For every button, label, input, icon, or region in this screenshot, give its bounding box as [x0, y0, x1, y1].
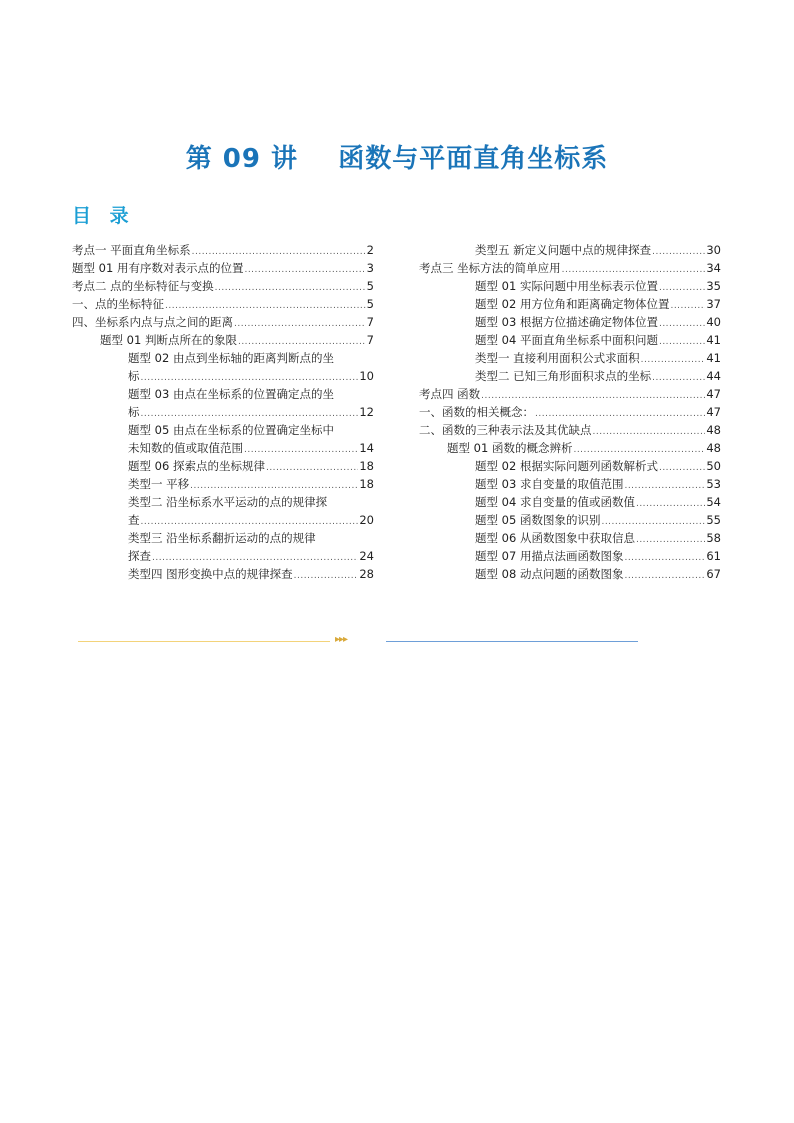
toc-entry-label: 题型 03 由点在坐标系的位置确定点的坐: [128, 387, 334, 401]
toc-entry-label-continued: 探查: [128, 549, 151, 563]
toc-leader-dots: [152, 551, 358, 565]
toc-leader-dots: [238, 335, 366, 349]
toc-entry-label: 题型 01 实际问题中用坐标表示位置: [475, 279, 658, 293]
toc-leader-dots: [624, 569, 705, 583]
divider-line-left: [78, 641, 330, 642]
divider-arrows-icon: ▸▸▸: [335, 634, 348, 645]
toc-page-number: 40: [706, 315, 721, 329]
toc-entry-label: 考点二 点的坐标特征与变换: [72, 279, 214, 293]
toc-leader-dots: [215, 281, 366, 295]
toc-page-number: 47: [706, 387, 721, 401]
toc-leader-dots: [165, 299, 366, 313]
toc-entry[interactable]: [419, 421, 721, 439]
toc-entry-label: 题型 06 探索点的坐标规律: [128, 459, 265, 473]
toc-entry[interactable]: [419, 331, 721, 349]
toc-entry[interactable]: [419, 295, 721, 313]
toc-entry-label: 类型四 图形变换中点的规律探查: [128, 567, 293, 581]
toc-left-column: [72, 241, 374, 583]
toc-leader-dots: [141, 515, 359, 529]
toc-page-number: 30: [706, 243, 721, 257]
toc-entry[interactable]: [419, 241, 721, 259]
toc-leader-dots: [670, 299, 705, 313]
toc-leader-dots: [624, 479, 705, 493]
toc-entry[interactable]: [419, 367, 721, 385]
toc-entry-label: 类型二 已知三角形面积求点的坐标: [475, 369, 652, 383]
toc-entry-label-continued: 标: [128, 369, 140, 383]
toc-entry[interactable]: [72, 313, 374, 331]
toc-page-number: 18: [359, 459, 374, 473]
toc-entry-label: 题型 02 用方位角和距离确定物体位置: [475, 297, 670, 311]
toc-leader-dots: [624, 551, 705, 565]
toc-leader-dots: [652, 371, 705, 385]
toc-leader-dots: [244, 443, 358, 457]
toc-page-number: 20: [359, 513, 374, 527]
toc-entry-label: 考点一 平面直角坐标系: [72, 243, 191, 257]
toc-entry-label: 题型 02 根据实际问题列函数解析式: [475, 459, 658, 473]
toc-page-number: 7: [366, 315, 374, 329]
toc-page-number: 44: [706, 369, 721, 383]
toc-page-number: 3: [366, 261, 374, 275]
toc-heading: 目 录: [72, 205, 135, 227]
toc-entry[interactable]: [419, 277, 721, 295]
toc-leader-dots: [601, 515, 705, 529]
toc-entry-label: 二、函数的三种表示法及其优缺点: [419, 423, 592, 437]
toc-entry-label: 考点四 函数: [419, 387, 481, 401]
toc-right-column: [419, 241, 721, 583]
toc-page-number: 18: [359, 477, 374, 491]
toc-page-number: 53: [706, 477, 721, 491]
toc-leader-dots: [659, 281, 705, 295]
divider-line-right: [386, 641, 638, 642]
toc-leader-dots: [636, 497, 705, 511]
toc-entry-label: 类型一 直接利用面积公式求面积: [475, 351, 640, 365]
toc-page-number: 61: [706, 549, 721, 563]
toc-page-number: 50: [706, 459, 721, 473]
toc-leader-dots: [141, 407, 359, 421]
toc-entry-label: 类型一 平移: [128, 477, 190, 491]
toc-entry[interactable]: [419, 511, 721, 529]
toc-entry[interactable]: [72, 475, 374, 493]
toc-page-number: 5: [366, 279, 374, 293]
toc-page-number: 37: [706, 297, 721, 311]
toc-page-number: 35: [706, 279, 721, 293]
toc-entry-label: 题型 05 函数图象的识别: [475, 513, 601, 527]
toc-entry[interactable]: [72, 529, 374, 565]
toc-leader-dots: [141, 371, 359, 385]
toc-leader-dots: [659, 461, 705, 475]
toc-entry[interactable]: [419, 385, 721, 403]
toc-leader-dots: [562, 263, 706, 277]
toc-entry[interactable]: [419, 439, 721, 457]
toc-entry-label: 题型 03 求自变量的取值范围: [475, 477, 624, 491]
toc-leader-dots: [244, 263, 365, 277]
toc-entry-label: 题型 04 求自变量的值或函数值: [475, 495, 635, 509]
toc-page-number: 12: [359, 405, 374, 419]
toc-entry-label: 一、函数的相关概念：: [419, 405, 534, 419]
toc-leader-dots: [652, 245, 705, 259]
toc-entry[interactable]: [72, 241, 374, 259]
toc-page-number: 54: [706, 495, 721, 509]
toc-entry-label: 四、坐标系内点与点之间的距离: [72, 315, 233, 329]
toc-entry[interactable]: [72, 457, 374, 475]
toc-entry[interactable]: [419, 547, 721, 565]
toc-entry[interactable]: [419, 493, 721, 511]
toc-leader-dots: [636, 533, 705, 547]
toc-entry-label-continued: 查: [128, 513, 140, 527]
toc-page-number: 67: [706, 567, 721, 581]
toc-entry-label: 题型 07 用描点法画函数图象: [475, 549, 624, 563]
toc-entry[interactable]: [419, 565, 721, 583]
toc-leader-dots: [234, 317, 366, 331]
toc-page-number: 24: [359, 549, 374, 563]
toc-entry[interactable]: [419, 259, 721, 277]
toc-page-number: 47: [706, 405, 721, 419]
toc-page-number: 2: [366, 243, 374, 257]
toc-entry[interactable]: [72, 565, 374, 583]
toc-entry[interactable]: [419, 403, 721, 421]
toc-entry-label: 类型五 新定义问题中点的规律探查: [475, 243, 652, 257]
toc-entry[interactable]: [72, 385, 374, 421]
toc-entry-label: 题型 04 平面直角坐标系中面积问题: [475, 333, 658, 347]
toc-leader-dots: [266, 461, 358, 475]
toc-entry[interactable]: [72, 331, 374, 349]
toc-entry-label: 题型 02 由点到坐标轴的距离判断点的坐: [128, 351, 334, 365]
toc-leader-dots: [641, 353, 706, 367]
toc-page-number: 48: [706, 423, 721, 437]
toc-leader-dots: [593, 425, 706, 439]
toc-leader-dots: [192, 245, 366, 259]
toc-entry[interactable]: [419, 313, 721, 331]
toc-page-number: 48: [706, 441, 721, 455]
toc-entry-label: 题型 08 动点问题的函数图象: [475, 567, 624, 581]
toc-leader-dots: [481, 389, 705, 403]
toc-page-number: 58: [706, 531, 721, 545]
toc-entry-label: 题型 05 由点在坐标系的位置确定坐标中: [128, 423, 334, 437]
toc-leader-dots: [190, 479, 358, 493]
toc-entry-label: 题型 01 判断点所在的象限: [100, 333, 237, 347]
toc-entry-label: 类型二 沿坐标系水平运动的点的规律探: [128, 495, 328, 509]
toc-entry-label-continued: 标: [128, 405, 140, 419]
toc-entry-label: 题型 03 根据方位描述确定物体位置: [475, 315, 658, 329]
toc-entry[interactable]: [419, 457, 721, 475]
toc-page-number: 41: [706, 333, 721, 347]
toc-page-number: 41: [706, 351, 721, 365]
toc-entry[interactable]: [72, 259, 374, 277]
toc-page-number: 28: [359, 567, 374, 581]
document-title: 第 09 讲 函数与平面直角坐标系: [185, 144, 609, 174]
toc-entry-label: 类型三 沿坐标系翻折运动的点的规律: [128, 531, 316, 545]
toc-page-number: 14: [359, 441, 374, 455]
toc-entry[interactable]: [72, 277, 374, 295]
toc-entry-label: 考点三 坐标方法的简单应用: [419, 261, 561, 275]
toc-page-number: 7: [366, 333, 374, 347]
toc-page-number: 55: [706, 513, 721, 527]
toc-entry[interactable]: [419, 349, 721, 367]
toc-entry-label-continued: 未知数的值或取值范围: [128, 441, 243, 455]
toc-page-number: 5: [366, 297, 374, 311]
toc-leader-dots: [659, 335, 705, 349]
toc-entry[interactable]: [72, 421, 374, 457]
toc-entry[interactable]: [419, 475, 721, 493]
toc-page-number: 34: [706, 261, 721, 275]
toc-entry-label: 题型 01 用有序数对表示点的位置: [72, 261, 244, 275]
toc-entry[interactable]: [72, 349, 374, 385]
toc-page-number: 10: [359, 369, 374, 383]
toc-leader-dots: [294, 569, 359, 583]
toc-entry-label: 题型 01 函数的概念辨析: [447, 441, 573, 455]
toc-entry-label: 一、点的坐标特征: [72, 297, 164, 311]
toc-entry[interactable]: [72, 493, 374, 529]
toc-entry-label: 题型 06 从函数图象中获取信息: [475, 531, 635, 545]
toc-entry[interactable]: [419, 529, 721, 547]
toc-leader-dots: [659, 317, 705, 331]
toc-entry[interactable]: [72, 295, 374, 313]
toc-leader-dots: [573, 443, 705, 457]
toc-leader-dots: [535, 407, 705, 421]
